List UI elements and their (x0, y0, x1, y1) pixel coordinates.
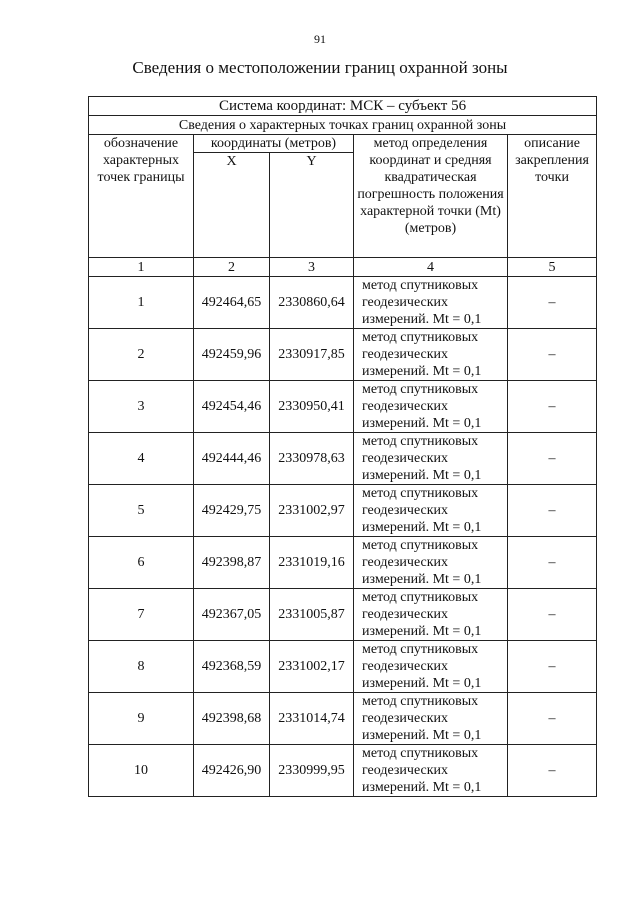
x-coordinate-cell: 492459,96 (194, 329, 270, 381)
header-x: X (194, 153, 270, 258)
table-row (89, 745, 597, 797)
point-number-cell: 2 (89, 329, 194, 381)
table-row (89, 277, 597, 329)
table-row (89, 329, 597, 381)
y-coordinate-cell: 2330860,64 (270, 277, 354, 329)
point-number-cell: 1 (89, 277, 194, 329)
point-number-cell: 6 (89, 537, 194, 589)
fixing-cell: – (508, 433, 597, 485)
method-cell: метод спутниковых геодезических измерений. Mt = 0,1 (354, 537, 508, 589)
x-coordinate-cell: 492426,90 (194, 745, 270, 797)
document-title: Сведения о местоположении границ охранной зоны (132, 58, 508, 77)
x-coordinate-cell: 492398,68 (194, 693, 270, 745)
point-number-cell: 7 (89, 589, 194, 641)
coordinate-system-cell: Система координат: МСК – субъект 56 (89, 97, 597, 116)
method-cell: метод спутниковых геодезических измерений. Mt = 0,1 (354, 589, 508, 641)
fixing-cell: – (508, 537, 597, 589)
method-cell: метод спутниковых геодезических измерений. Mt = 0,1 (354, 485, 508, 537)
fixing-cell: – (508, 589, 597, 641)
y-coordinate-cell: 2331019,16 (270, 537, 354, 589)
point-number-cell: 10 (89, 745, 194, 797)
fixing-cell: – (508, 693, 597, 745)
boundary-points-table (88, 96, 597, 797)
table-row (89, 589, 597, 641)
fixing-cell: – (508, 485, 597, 537)
header-fixing-description: описание закрепления точки (508, 135, 597, 258)
fixing-cell: – (508, 641, 597, 693)
point-number-cell: 4 (89, 433, 194, 485)
section-caption-cell: Сведения о характерных точках границ охранной зоны (89, 116, 597, 135)
method-cell: метод спутниковых геодезических измерений. Mt = 0,1 (354, 381, 508, 433)
header-coordinates: координаты (метров) (194, 135, 354, 153)
point-number-cell: 8 (89, 641, 194, 693)
x-coordinate-cell: 492464,65 (194, 277, 270, 329)
column-number: 4 (354, 258, 508, 277)
x-coordinate-cell: 492429,75 (194, 485, 270, 537)
y-coordinate-cell: 2330978,63 (270, 433, 354, 485)
table-row (89, 693, 597, 745)
column-number: 5 (508, 258, 597, 277)
point-number-cell: 9 (89, 693, 194, 745)
y-coordinate-cell: 2330950,41 (270, 381, 354, 433)
method-cell: метод спутниковых геодезических измерений. Mt = 0,1 (354, 433, 508, 485)
header-y: Y (270, 153, 354, 258)
y-coordinate-cell: 2331002,17 (270, 641, 354, 693)
method-cell: метод спутниковых геодезических измерений. Mt = 0,1 (354, 745, 508, 797)
table-row (89, 433, 597, 485)
fixing-cell: – (508, 381, 597, 433)
y-coordinate-cell: 2331014,74 (270, 693, 354, 745)
fixing-cell: – (508, 277, 597, 329)
point-number-cell: 5 (89, 485, 194, 537)
header-method: метод определения координат и средняя квадратическая погрешность положения характерной точки (Mt) (метров) (354, 135, 508, 258)
y-coordinate-cell: 2331005,87 (270, 589, 354, 641)
x-coordinate-cell: 492444,46 (194, 433, 270, 485)
table-row (89, 641, 597, 693)
y-coordinate-cell: 2330999,95 (270, 745, 354, 797)
y-coordinate-cell: 2331002,97 (270, 485, 354, 537)
method-cell: метод спутниковых геодезических измерений. Mt = 0,1 (354, 329, 508, 381)
fixing-cell: – (508, 745, 597, 797)
column-number: 1 (89, 258, 194, 277)
y-coordinate-cell: 2330917,85 (270, 329, 354, 381)
method-cell: метод спутниковых геодезических измерений. Mt = 0,1 (354, 693, 508, 745)
x-coordinate-cell: 492368,59 (194, 641, 270, 693)
x-coordinate-cell: 492367,05 (194, 589, 270, 641)
x-coordinate-cell: 492454,46 (194, 381, 270, 433)
table-row (89, 381, 597, 433)
method-cell: метод спутниковых геодезических измерений. Mt = 0,1 (354, 641, 508, 693)
table-row (89, 537, 597, 589)
page-number: 91 (314, 32, 326, 46)
fixing-cell: – (508, 329, 597, 381)
column-number: 3 (270, 258, 354, 277)
x-coordinate-cell: 492398,87 (194, 537, 270, 589)
column-number: 2 (194, 258, 270, 277)
table-row (89, 485, 597, 537)
method-cell: метод спутниковых геодезических измерений. Mt = 0,1 (354, 277, 508, 329)
header-point-designation: обозначение характерных точек границы (89, 135, 194, 258)
point-number-cell: 3 (89, 381, 194, 433)
